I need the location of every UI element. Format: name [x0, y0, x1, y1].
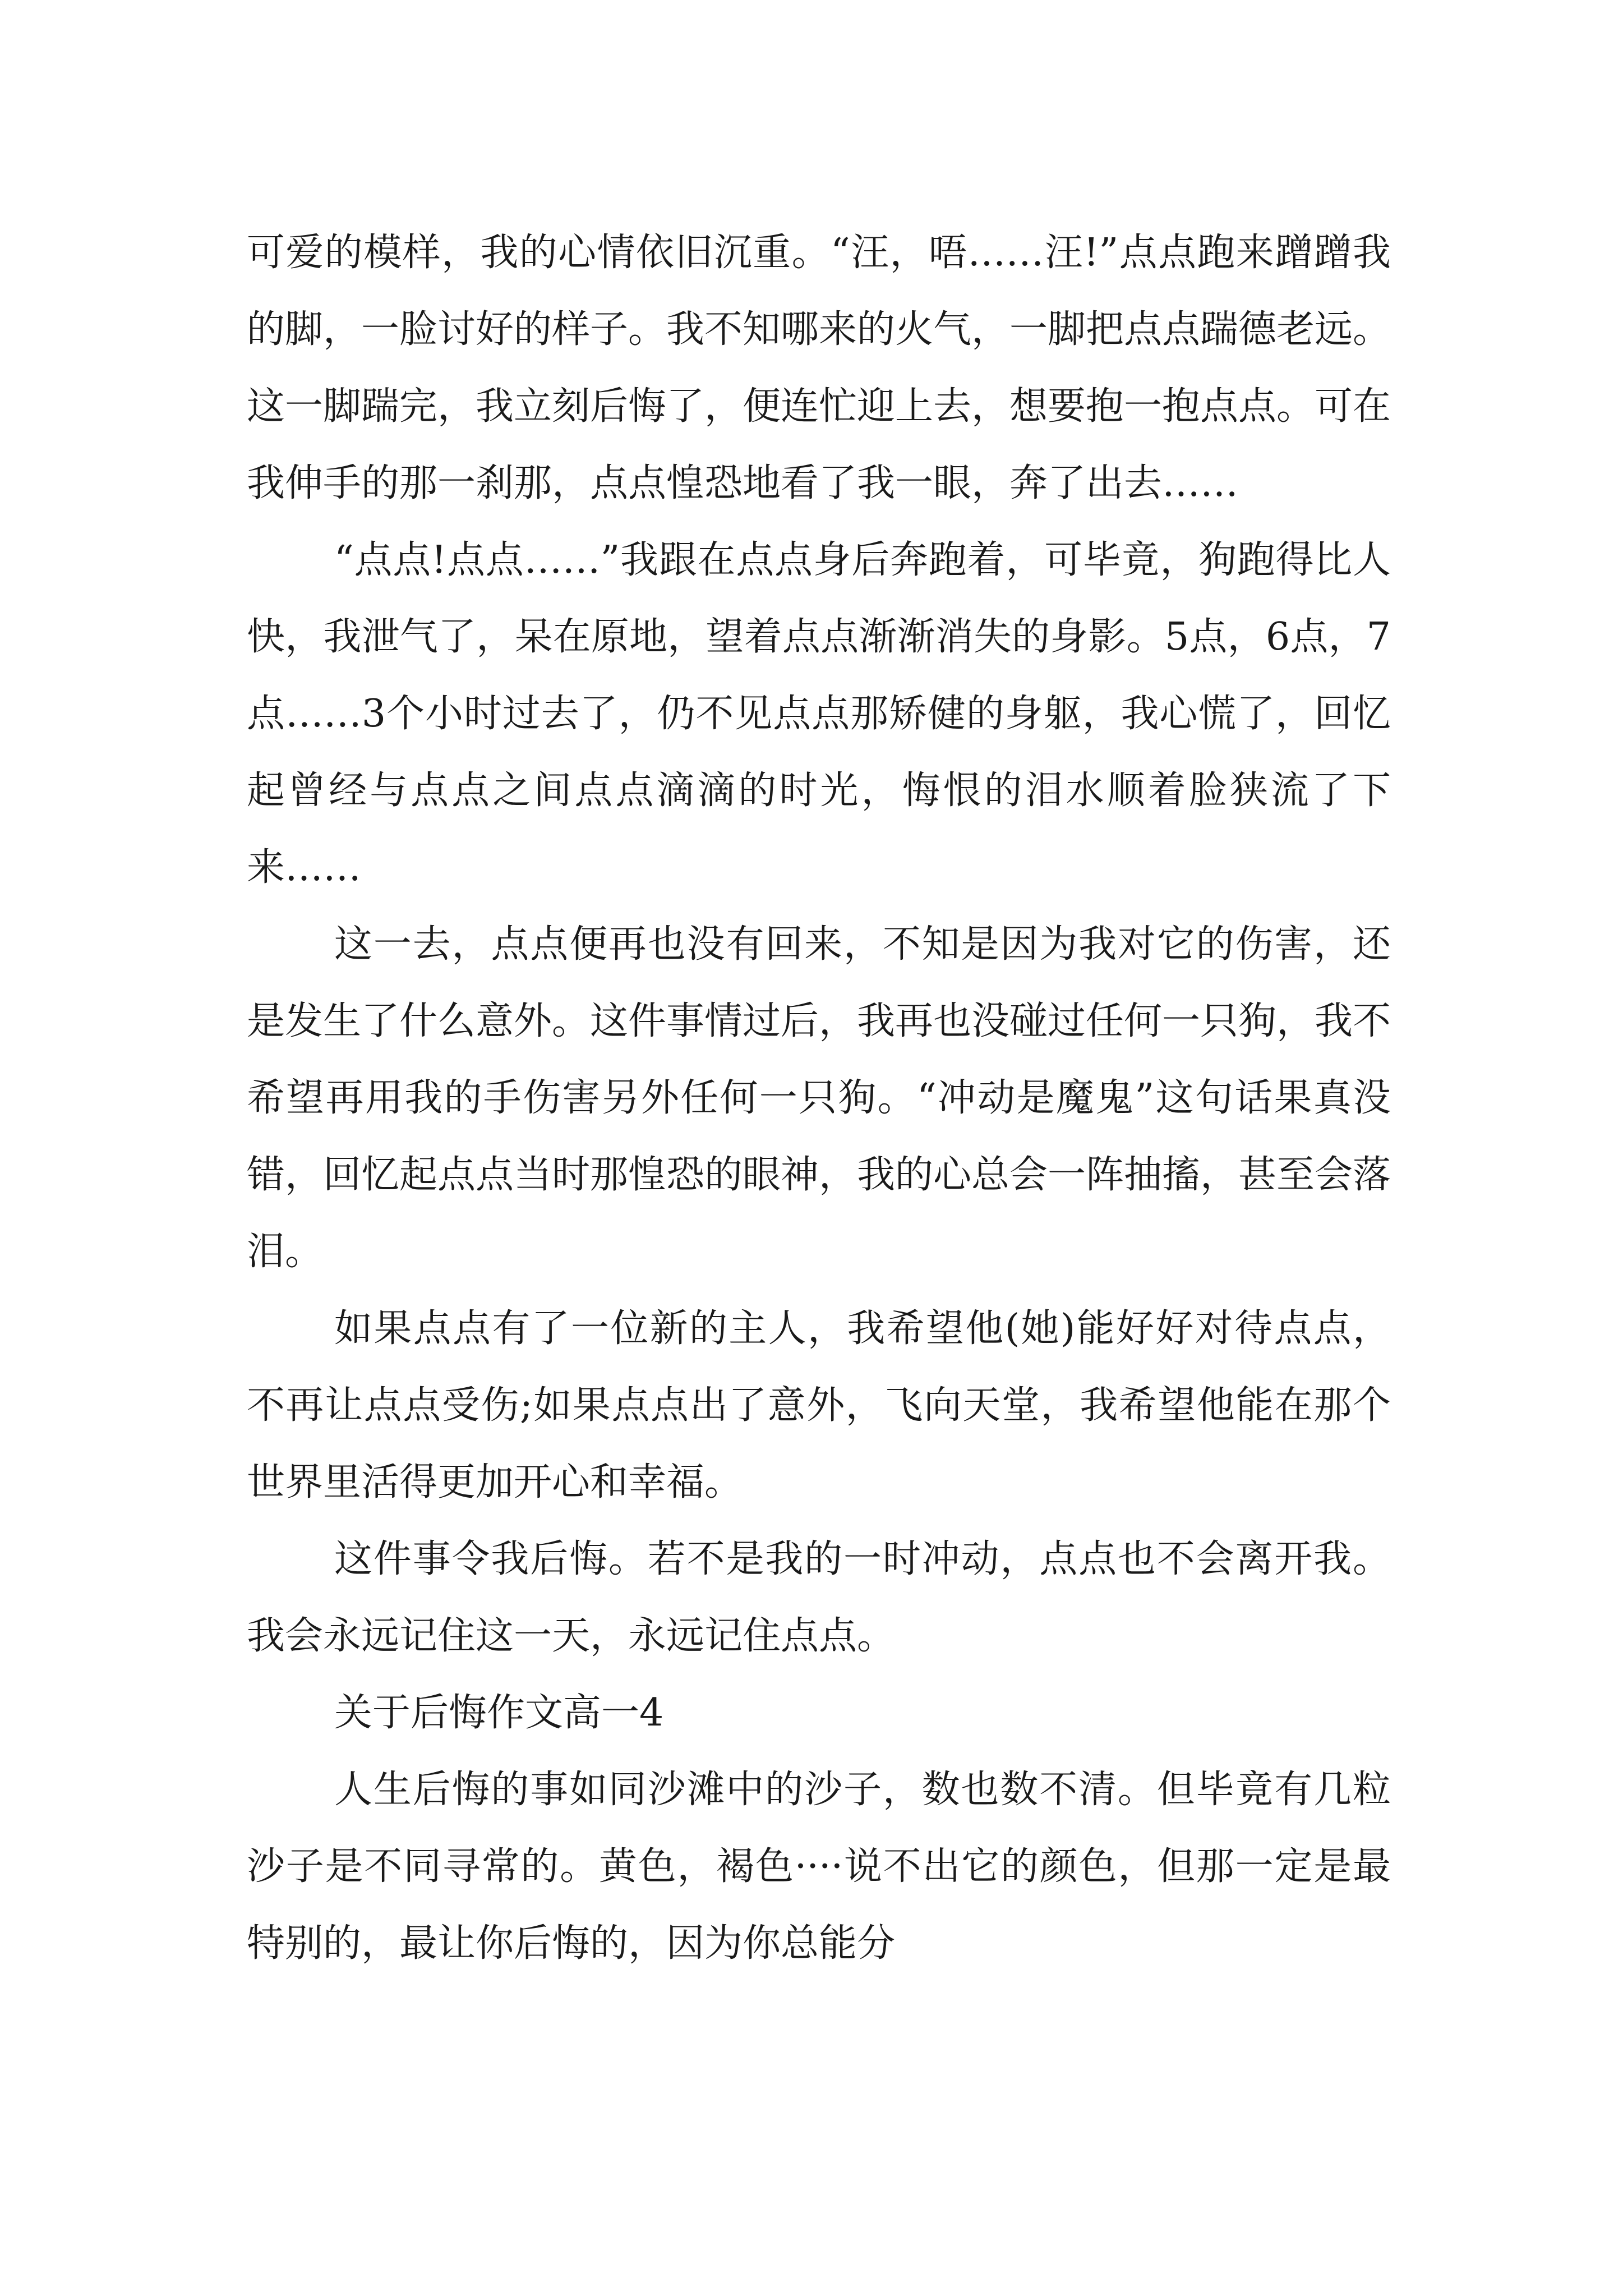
document-body [247, 214, 1391, 1982]
paragraph-1: 可爱的模样，我的心情依旧沉重。“汪，唔……汪!”点点跑来蹭蹭我的脚，一脸讨好的样子。我不知哪来的火气，一脚把点点踹德老远。这一脚踹完，我立刻后悔了，便连忙迎上去，想要抱一抱点点。可在我伸手的那一刹那，点点惶恐地看了我一眼，奔了出去…… [247, 231, 1391, 505]
section-heading: 关于后悔作文高一4 [334, 1691, 664, 1735]
paragraph-6: 人生后悔的事如同沙滩中的沙子，数也数不清。但毕竟有几粒沙子是不同寻常的。黄色，褐色····说不出它的颜色，但那一定是最特别的，最让你后悔的，因为你总能分 [247, 1768, 1391, 1966]
paragraph-2: “点点!点点……”我跟在点点身后奔跑着，可毕竟，狗跑得比人快，我泄气了，呆在原地，望着点点渐渐消失的身影。5点，6点，7点……3个小时过去了，仍不见点点那矫健的身躯，我心慌了，回忆起曾经与点点之间点点滴滴的时光，悔恨的泪水顺着脸狭流了下来…… [247, 538, 1391, 890]
paragraph-5: 这件事令我后悔。若不是我的一时冲动，点点也不会离开我。我会永远记住这一天，永远记住点点。 [247, 1537, 1391, 1658]
paragraph-3: 这一去，点点便再也没有回来，不知是因为我对它的伤害，还是发生了什么意外。这件事情过后，我再也没碰过任何一只狗，我不希望再用我的手伤害另外任何一只狗。“冲动是魔鬼”这句话果真没错，回忆起点点当时那惶恐的眼神，我的心总会一阵抽搐，甚至会落泪。 [247, 922, 1391, 1274]
paragraph-4: 如果点点有了一位新的主人，我希望他(她)能好好对待点点，不再让点点受伤;如果点点出了意外，飞向天堂，我希望他能在那个世界里活得更加开心和幸福。 [247, 1306, 1391, 1504]
